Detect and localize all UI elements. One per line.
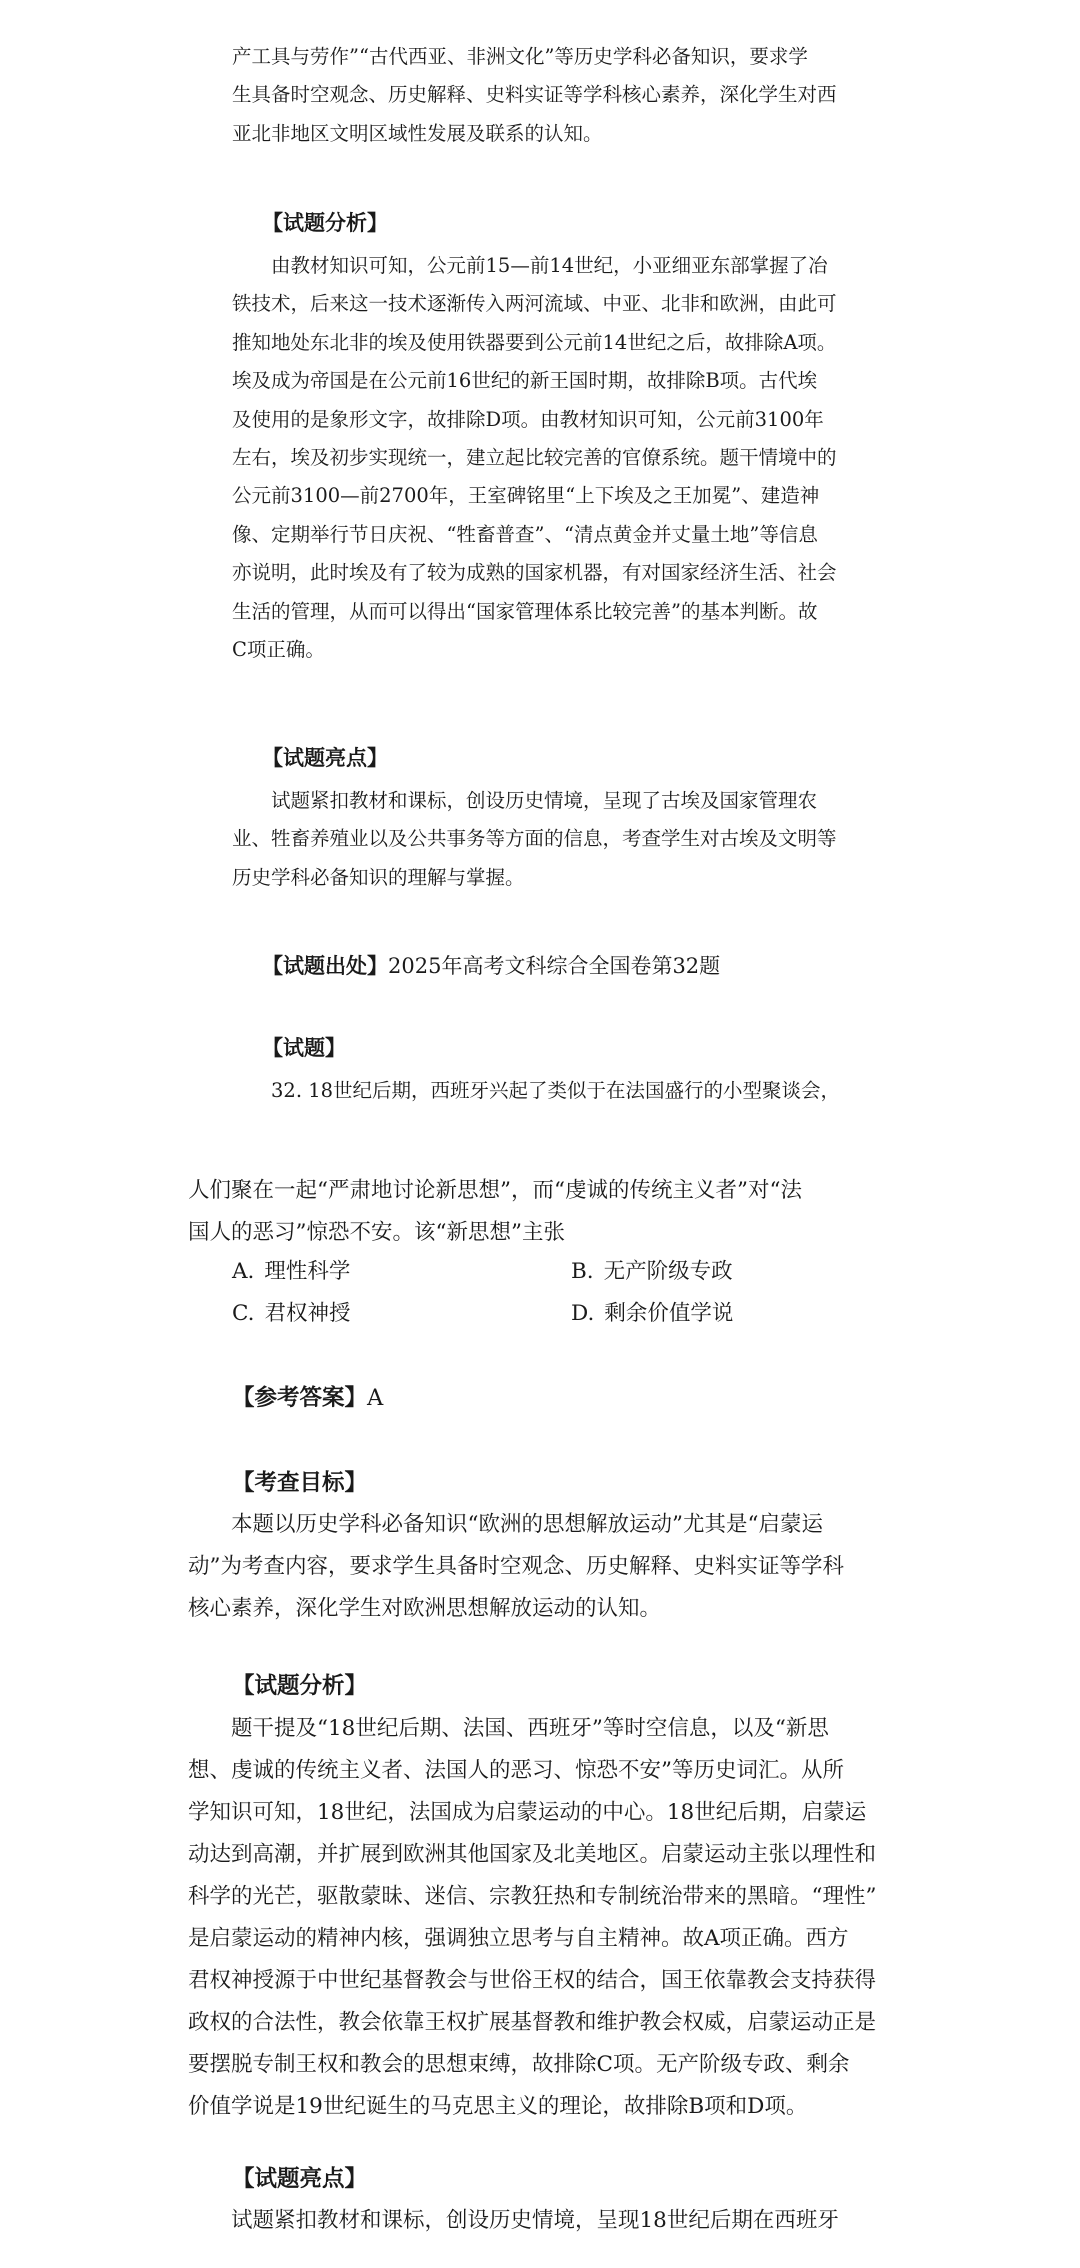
option-d [571, 1296, 733, 1327]
analysis-line: C项正确。 [232, 638, 325, 662]
highlight-paragraph-2 [188, 2200, 888, 2242]
analysis-line: 铁技术，后来这一技术逐渐传入两河流域、中亚、北非和欧洲，由此可 [232, 292, 837, 316]
objective-line: 核心素养，深化学生对欧洲思想解放运动的认知。 [188, 1596, 662, 1621]
option-text: 无产阶级专政 [603, 1259, 733, 1284]
answer-heading: 【参考答案】 [232, 1385, 368, 1411]
question-line: 国人的恶习”惊恐不安。该“新思想”主张 [188, 1220, 565, 1245]
analysis-line: 君权神授源于中世纪基督教会与世俗王权的结合，国王依靠教会支持获得 [188, 1968, 877, 1993]
option-letter: C. [232, 1301, 255, 1326]
source-line [232, 950, 862, 980]
analysis-line: 要摆脱专制王权和教会的思想束缚，故排除C项。无产阶级专政、剩余 [188, 2052, 850, 2077]
highlight-heading: 【试题亮点】 [232, 2166, 368, 2192]
analysis-line: 亦说明，此时埃及有了较为成熟的国家机器，有对国家经济生活、社会 [232, 561, 837, 585]
answer-value: A [367, 1385, 384, 1411]
highlight-line: 历史学科必备知识的理解与掌握。 [232, 865, 525, 889]
highlight-paragraph-1 [232, 782, 862, 897]
answer-options [232, 1254, 792, 1338]
option-letter: B. [571, 1259, 594, 1284]
analysis-line: 推知地处东北非的埃及使用铁器要到公元前14世纪之后，故排除A项。 [232, 330, 837, 354]
question-line: 32. 18世纪后期，西班牙兴起了类似于在法国盛行的小型聚谈会， [271, 1079, 841, 1102]
option-a [232, 1254, 350, 1285]
analysis-line: 像、定期举行节日庆祝、“牲畜普查”、“清点黄金并丈量土地”等信息 [232, 522, 818, 546]
option-text: 剩余价值学说 [604, 1301, 734, 1326]
intro-line: 亚北非地区文明区域性发展及联系的认知。 [232, 121, 603, 145]
highlight-heading-1-wrap [232, 742, 862, 772]
highlight-heading-2-wrap [188, 2161, 888, 2193]
objective-line: 本题以历史学科必备知识“欧洲的思想解放运动”尤其是“启蒙运 [231, 1512, 823, 1537]
question-stem-1 [232, 1072, 862, 1110]
highlight-line: 业、牲畜养殖业以及公共事务等方面的信息，考查学生对古埃及文明等 [232, 827, 837, 851]
analysis-line: 由教材知识可知，公元前15—前14世纪，小亚细亚东部掌握了冶 [271, 254, 828, 277]
analysis-heading-1-wrap [232, 207, 862, 237]
option-text: 理性科学 [264, 1259, 351, 1284]
source-text: 2025年高考文科综合全国卷第32题 [388, 954, 721, 978]
question-heading-wrap [232, 1032, 862, 1062]
analysis-line: 价值学说是19世纪诞生的马克思主义的理论，故排除B项和D项。 [188, 2094, 808, 2119]
analysis-heading: 【试题分析】 [232, 1673, 368, 1699]
source-heading: 【试题出处】 [262, 954, 388, 978]
intro-line: 产工具与劳作”“古代西亚、非洲文化”等历史学科必备知识，要求学 [232, 45, 808, 68]
analysis-line: 及使用的是象形文字，故排除D项。由教材知识可知，公元前3100年 [232, 407, 824, 431]
analysis-heading-2-wrap [188, 1668, 888, 1700]
objective-line: 动”为考查内容，要求学生具备时空观念、历史解释、史料实证等学科 [188, 1554, 844, 1579]
analysis-line: 埃及成为帝国是在公元前16世纪的新王国时期，故排除B项。古代埃 [232, 369, 818, 393]
answer-line [188, 1380, 888, 1412]
analysis-line: 题干提及“18世纪后期、法国、西班牙”等时空信息，以及“新思 [231, 1716, 829, 1741]
highlight-line: 试题紧扣教材和课标，创设历史情境，呈现了古埃及国家管理农 [271, 789, 818, 812]
objective-paragraph [188, 1504, 888, 1630]
objective-heading: 【考查目标】 [232, 1470, 368, 1496]
intro-line: 生具备时空观念、历史解释、史料实证等学科核心素养，深化学生对西 [232, 83, 837, 107]
option-letter: D. [571, 1301, 595, 1326]
analysis-paragraph-2 [188, 1708, 888, 2128]
question-line: 人们聚在一起“严肃地讨论新思想”，而“虔诚的传统主义者”对“法 [188, 1178, 802, 1203]
analysis-line: 学知识可知，18世纪，法国成为启蒙运动的中心。18世纪后期，启蒙运 [188, 1800, 867, 1825]
analysis-line: 是启蒙运动的精神内核，强调独立思考与自主精神。故A项正确。西方 [188, 1926, 849, 1951]
analysis-paragraph-1 [232, 247, 862, 669]
option-text: 君权神授 [264, 1301, 351, 1326]
highlight-heading: 【试题亮点】 [262, 746, 388, 770]
analysis-line: 动达到高潮，并扩展到欧洲其他国家及北美地区。启蒙运动主张以理性和 [188, 1842, 877, 1867]
analysis-line: 生活的管理，从而可以得出“国家管理体系比较完善”的基本判断。故 [232, 599, 818, 623]
question-stem-continued [188, 1170, 888, 1254]
highlight-line: 试题紧扣教材和课标，创设历史情境，呈现18世纪后期在西班牙 [231, 2208, 839, 2233]
analysis-line: 公元前3100—前2700年，王室碑铭里“上下埃及之王加冕”、建造神 [232, 484, 820, 508]
analysis-line: 政权的合法性，教会依靠王权扩展基督教和维护教会权威，启蒙运动正是 [188, 2010, 877, 2035]
analysis-line: 左右，埃及初步实现统一，建立起比较完善的官僚系统。题干情境中的 [232, 446, 837, 470]
objective-heading-wrap [188, 1465, 888, 1497]
option-letter: A. [232, 1259, 255, 1284]
intro-paragraph [232, 38, 862, 153]
analysis-line: 科学的光芒，驱散蒙昧、迷信、宗教狂热和专制统治带来的黑暗。“理性” [188, 1884, 877, 1909]
option-b [571, 1254, 733, 1285]
question-heading: 【试题】 [262, 1036, 346, 1060]
option-c [232, 1296, 351, 1327]
analysis-line: 想、虔诚的传统主义者、法国人的恶习、惊恐不安”等历史词汇。从所 [188, 1758, 844, 1783]
analysis-heading: 【试题分析】 [262, 211, 388, 235]
